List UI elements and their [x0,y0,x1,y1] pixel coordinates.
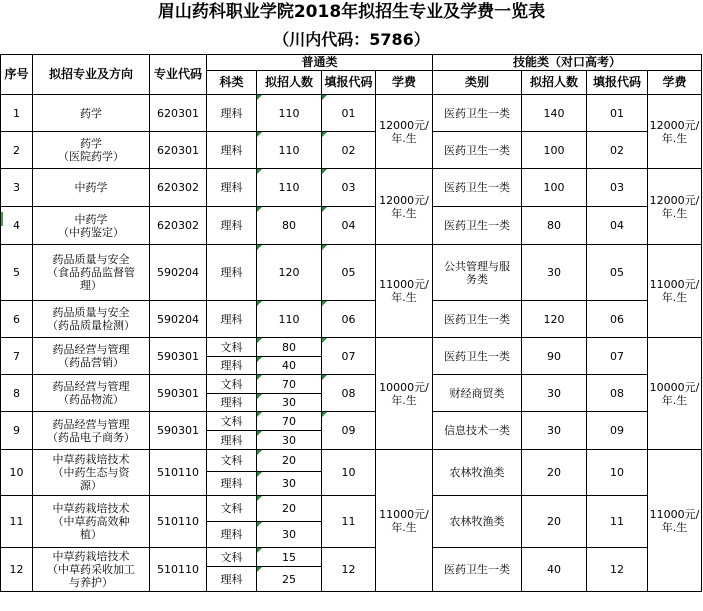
category-name: 医药卫生一类 [444,143,511,157]
table-row [1,301,702,338]
header-subject: 科类 [207,71,257,95]
cell-seq: 5 [1,245,33,301]
cell-seq: 8 [1,375,33,412]
major-name: 药学 [80,106,102,120]
header-fill-code-skill: 填报代码 [587,71,648,95]
table-row [1,169,702,207]
cell-fill-code: 01 [322,95,376,132]
major-name: 药品经营与管理 [52,380,130,393]
cell-category [433,338,522,375]
cell-subject: 文科 [207,412,257,431]
cell-major [33,412,150,450]
cell-subject: 文科 [207,548,257,567]
cell-subject: 理科 [207,207,257,245]
major-direction: （中药鉴定） [58,225,124,239]
cell-subject: 文科 [207,375,257,394]
cell-plan: 20 [257,496,322,522]
cell-major [33,169,150,207]
cell-plan: 15 [257,548,322,567]
cell-seq: 1 [1,95,33,132]
cell-major [33,301,150,338]
major-name: 中草药栽培技术 [52,550,130,563]
cell-category [433,450,522,496]
cell-plan: 40 [257,357,322,375]
cell-fill-code-skill: 10 [587,450,648,496]
cell-category [433,548,522,592]
cell-category [433,169,522,207]
header-tuition: 学费 [376,71,433,95]
cell-major-code: 590204 [150,245,207,301]
category-name: 医药卫生一类 [444,312,511,326]
cell-plan: 30 [257,431,322,450]
major-direction-cont: 植） [80,528,102,541]
category-name: 农林牧渔类 [449,466,505,479]
cell-major [33,496,150,548]
cell-fill-code: 07 [322,338,376,375]
category-name: 医药卫生一类 [444,106,511,120]
cell-tuition: 10000元/年.生 [376,338,433,450]
cell-seq: 12 [1,548,33,592]
cell-seq: 6 [1,301,33,338]
cell-category [433,496,522,548]
cell-fill-code-skill: 08 [587,375,648,412]
cell-seq: 4 [1,207,33,245]
major-name: 药品经营与管理 [52,343,130,356]
table-row [1,496,702,522]
cell-plan: 120 [257,245,322,301]
cell-fill-code: 04 [322,207,376,245]
cell-tuition: 12000元/年.生 [376,95,433,169]
cell-tuition: 11000元/年.生 [376,245,433,338]
cell-plan: 110 [257,95,322,132]
cell-fill-code-skill: 09 [587,412,648,450]
cell-plan-skill: 20 [522,496,587,548]
header-seq: 序号 [1,55,33,95]
category-name: 信息技术一类 [444,424,511,437]
cell-major-code: 590301 [150,375,207,412]
cell-fill-code: 06 [322,301,376,338]
table-row [1,548,702,567]
major-direction: （药品物流） [58,393,124,406]
header-plan: 拟招人数 [257,71,322,95]
cell-plan-skill: 80 [522,207,587,245]
cell-major-code: 510110 [150,450,207,496]
cell-plan: 110 [257,301,322,338]
cell-fill-code: 05 [322,245,376,301]
cell-plan: 110 [257,169,322,207]
cell-subject: 文科 [207,496,257,522]
cell-plan: 30 [257,522,322,548]
cell-major-code: 510110 [150,496,207,548]
cell-tuition-skill: 12000元/年.生 [648,95,702,169]
page-subtitle: （川内代码：5786） [273,30,430,49]
cell-fill-code-skill: 05 [587,245,648,301]
major-direction: （医院药学） [58,150,124,163]
major-direction-cont: 与养护） [69,576,113,589]
category-name: 医药卫生一类 [444,349,511,363]
cell-major [33,338,150,375]
cell-fill-code-skill: 11 [587,496,648,548]
cell-fill-code: 08 [322,375,376,412]
category-name-cont: 务类 [466,272,489,286]
cell-plan: 110 [257,132,322,169]
header-general: 普通类 [207,55,433,71]
cell-major-code: 620302 [150,207,207,245]
cell-plan-skill: 90 [522,338,587,375]
major-direction-cont: 理） [80,279,102,292]
cell-major-code: 590204 [150,301,207,338]
cell-major [33,450,150,496]
cell-category [433,207,522,245]
cell-plan-skill: 30 [522,245,587,301]
cell-plan: 20 [257,450,322,472]
cell-subject: 理科 [207,394,257,412]
category-name: 农林牧渔类 [449,515,505,528]
cell-fill-code-skill: 04 [587,207,648,245]
cell-subject: 理科 [207,95,257,132]
cell-plan: 80 [257,207,322,245]
cell-plan-skill: 120 [522,301,587,338]
cell-fill-code: 11 [322,496,376,548]
cell-plan: 70 [257,412,322,431]
cell-tuition-skill: 11000元/年.生 [648,450,702,592]
cell-plan: 30 [257,472,322,496]
cell-subject: 理科 [207,169,257,207]
major-direction: （中药生态与资 [52,466,130,479]
cell-major-code: 620301 [150,95,207,132]
cell-fill-code: 09 [322,412,376,450]
major-direction: （食品药品监督管 [47,266,135,279]
cell-seq: 7 [1,338,33,375]
major-name: 中草药栽培技术 [52,453,130,466]
cell-plan: 80 [257,338,322,357]
cell-plan-skill: 40 [522,548,587,592]
cell-plan: 70 [257,375,322,394]
cell-major [33,245,150,301]
cell-seq: 3 [1,169,33,207]
cell-fill-code: 03 [322,169,376,207]
cell-category [433,375,522,412]
table-row [1,245,702,301]
cell-seq: 10 [1,450,33,496]
header-category: 类别 [433,71,522,95]
header-plan-skill: 拟招人数 [522,71,587,95]
cell-fill-code-skill: 07 [587,338,648,375]
table-row [1,132,702,169]
cell-category [433,412,522,450]
cell-tuition: 12000元/年.生 [376,169,433,245]
major-name: 药品质量与安全 [52,306,130,319]
cell-fill-code-skill: 01 [587,95,648,132]
cell-category [433,245,522,301]
cell-major [33,207,150,245]
cell-subject: 理科 [207,245,257,301]
major-name: 中药学 [74,181,108,194]
cell-plan-skill: 20 [522,450,587,496]
cell-subject: 理科 [207,522,257,548]
major-name: 中草药栽培技术 [52,502,130,515]
cell-category [433,132,522,169]
cell-tuition-skill: 12000元/年.生 [648,169,702,245]
header-tuition-skill: 学费 [648,71,702,95]
cell-plan-skill: 30 [522,375,587,412]
table-row [1,450,702,472]
category-name: 医药卫生一类 [444,219,511,232]
cell-subject: 理科 [207,431,257,450]
cell-major-code: 620301 [150,132,207,169]
category-name: 医药卫生一类 [444,563,511,576]
cell-major [33,132,150,169]
major-name: 药品经营与管理 [52,417,130,431]
cell-plan-skill: 100 [522,169,587,207]
major-name: 药品质量与安全 [52,253,130,266]
table-row [1,338,702,357]
table-row [1,375,702,394]
cell-major [33,375,150,412]
table-row [1,95,702,132]
cell-fill-code: 12 [322,548,376,592]
cell-seq: 11 [1,496,33,548]
admissions-table [0,54,702,592]
cell-fill-code-skill: 03 [587,169,648,207]
header-fill-code: 填报代码 [322,71,376,95]
category-name: 医药卫生一类 [444,181,511,194]
cell-fill-code-skill: 02 [587,132,648,169]
header-skill: 技能类（对口高考） [433,55,702,71]
major-direction: （药品质量检测） [47,319,135,332]
cell-seq: 2 [1,132,33,169]
major-direction: （中草药采收加工 [47,563,135,576]
major-name: 中药学 [74,212,108,226]
major-direction: （药品电子商务） [47,430,135,444]
cell-subject: 文科 [207,450,257,472]
cell-fill-code: 10 [322,450,376,496]
category-name: 财经商贸类 [449,386,505,400]
cell-subject: 理科 [207,301,257,338]
cell-major [33,548,150,592]
category-name: 公共管理与服 [444,259,511,273]
cell-plan: 30 [257,394,322,412]
cell-subject: 理科 [207,472,257,496]
cell-fill-code-skill: 12 [587,548,648,592]
page-title: 眉山药科职业学院2018年拟招生专业及学费一览表 [157,2,546,22]
cell-major-code: 590301 [150,338,207,375]
cell-category [433,301,522,338]
cell-plan-skill: 140 [522,95,587,132]
header-major-code: 专业代码 [150,55,207,95]
cell-tuition: 11000元/年.生 [376,450,433,592]
cell-tuition-skill: 10000元/年.生 [648,338,702,450]
cell-plan: 25 [257,567,322,592]
cell-major-code: 590301 [150,412,207,450]
cell-subject: 文科 [207,338,257,357]
cell-major-code: 620302 [150,169,207,207]
header-major: 拟招专业及方向 [33,55,150,95]
major-direction: （药品营销） [58,356,124,369]
table-row [1,412,702,431]
cell-fill-code: 02 [322,132,376,169]
cell-fill-code-skill: 06 [587,301,648,338]
cell-category [433,95,522,132]
cell-subject: 理科 [207,567,257,592]
cell-tuition-skill: 11000元/年.生 [648,245,702,338]
cell-seq: 9 [1,412,33,450]
cell-major-code: 510110 [150,548,207,592]
table-row [1,207,702,245]
cell-major [33,95,150,132]
cell-subject: 理科 [207,357,257,375]
cell-plan-skill: 30 [522,412,587,450]
major-direction-cont: 源） [80,479,102,492]
major-name: 药学 [80,137,102,150]
cell-subject: 理科 [207,132,257,169]
major-direction: （中草药高效种 [52,515,130,528]
cell-plan-skill: 100 [522,132,587,169]
